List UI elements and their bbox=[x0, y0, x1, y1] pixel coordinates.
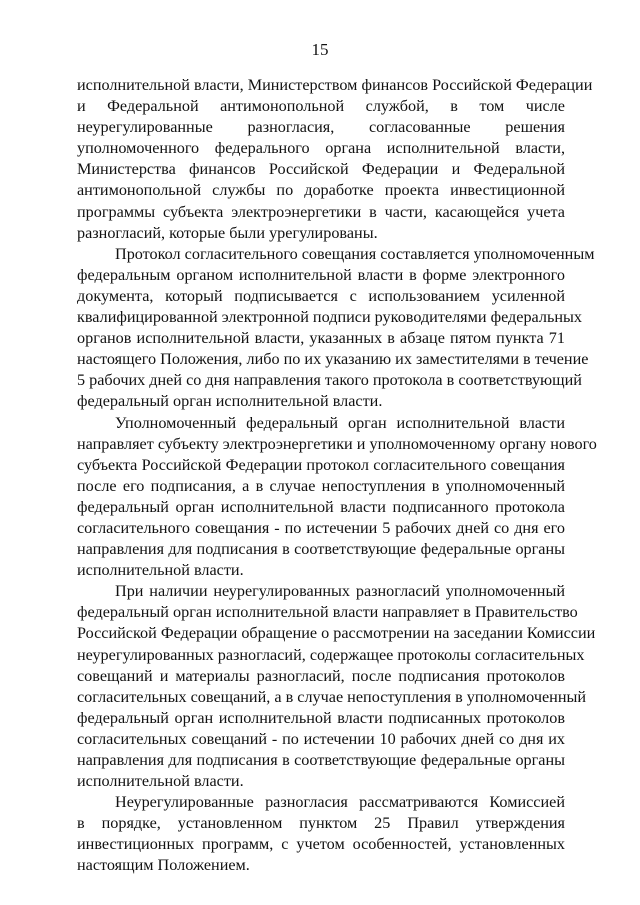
text-line: направления для подписания в соответствующие федеральные органы bbox=[77, 751, 565, 769]
text-line: согласительных совещаний - по истечении 10 рабочих дней со дня их bbox=[77, 729, 565, 748]
paragraph bbox=[77, 581, 596, 792]
text-line: согласительного совещания - по истечении 5 рабочих дней со дня его bbox=[77, 518, 565, 537]
page-number: 15 bbox=[311, 40, 329, 59]
text-line: исполнительной власти, Министерством финансов Российской Федерации bbox=[77, 76, 593, 94]
document-body bbox=[77, 75, 597, 877]
text-line: федеральный орган исполнительной власти направляет в Правительство bbox=[77, 603, 578, 622]
paragraph bbox=[77, 413, 597, 582]
text-line: документа, который подписывается с использованием усиленной bbox=[77, 286, 565, 305]
text-line: Неурегулированные разногласия рассматриваются Комиссией bbox=[115, 793, 565, 812]
text-line: Министерства финансов Российской Федерации и Федеральной bbox=[77, 160, 565, 179]
text-line: федеральный орган исполнительной власти подписанного протокола bbox=[77, 497, 565, 516]
text-line: Протокол согласительного совещания составляется уполномоченным bbox=[115, 244, 595, 263]
text-line: исполнительной власти. bbox=[77, 772, 244, 791]
text-line: антимонопольной службы по доработке проекта инвестиционной bbox=[77, 181, 565, 200]
text-line: направления для подписания в соответствующие федеральные органы bbox=[77, 540, 565, 559]
text-line: совещаний и материалы разногласий, после подписания протоколов bbox=[77, 666, 565, 685]
text-line: органов исполнительной власти, указанных в абзаце пятом пункта 71 bbox=[77, 329, 565, 348]
text-line: Уполномоченный федеральный орган исполнительной власти bbox=[115, 413, 565, 432]
text-line: неурегулированные разногласия, согласованные решения bbox=[77, 118, 565, 137]
text-line: федеральный орган исполнительной власти. bbox=[77, 392, 383, 411]
text-line: после его подписания, а в случае непоступления в уполномоченный bbox=[77, 476, 565, 495]
text-line: уполномоченного федерального органа исполнительной власти, bbox=[77, 139, 565, 158]
text-line: федеральным органом исполнительной власти в форме электронного bbox=[77, 265, 565, 284]
text-line: При наличии неурегулированных разногласий уполномоченный bbox=[115, 582, 565, 601]
paragraph bbox=[77, 792, 565, 876]
text-line: согласительных совещаний, а в случае непоступления в уполномоченный bbox=[77, 687, 587, 706]
text-line: программы субъекта электроэнергетики в части, касающейся учета bbox=[77, 202, 565, 221]
text-line: настоящим Положением. bbox=[77, 856, 250, 875]
text-line: квалифицированной электронной подписи руководителями федеральных bbox=[77, 308, 582, 327]
text-line: неурегулированных разногласий, содержащее протоколы согласительных bbox=[77, 645, 585, 664]
text-line: разногласий, которые были урегулированы. bbox=[77, 223, 378, 242]
paragraph bbox=[77, 75, 593, 244]
text-line: в порядке, установленном пунктом 25 Правил утверждения bbox=[77, 814, 565, 833]
text-line: направляет субъекту электроэнергетики и уполномоченному органу нового bbox=[77, 434, 597, 453]
text-line: 5 рабочих дней со дня направления такого протокола в соответствующий bbox=[77, 371, 582, 390]
paragraph bbox=[77, 244, 595, 413]
text-line: исполнительной власти. bbox=[77, 561, 244, 580]
text-line: и Федеральной антимонопольной службой, в том числе bbox=[77, 97, 565, 116]
text-line: субъекта Российской Федерации протокол согласительного совещания bbox=[77, 455, 565, 474]
text-line: Российской Федерации обращение о рассмотрении на заседании Комиссии bbox=[77, 624, 596, 643]
text-line: федеральный орган исполнительной власти подписанных протоколов bbox=[77, 708, 565, 727]
text-line: настоящего Положения, либо по их указанию их заместителями в течение bbox=[77, 350, 589, 369]
text-line: инвестиционных программ, с учетом особенностей, установленных bbox=[77, 835, 565, 854]
